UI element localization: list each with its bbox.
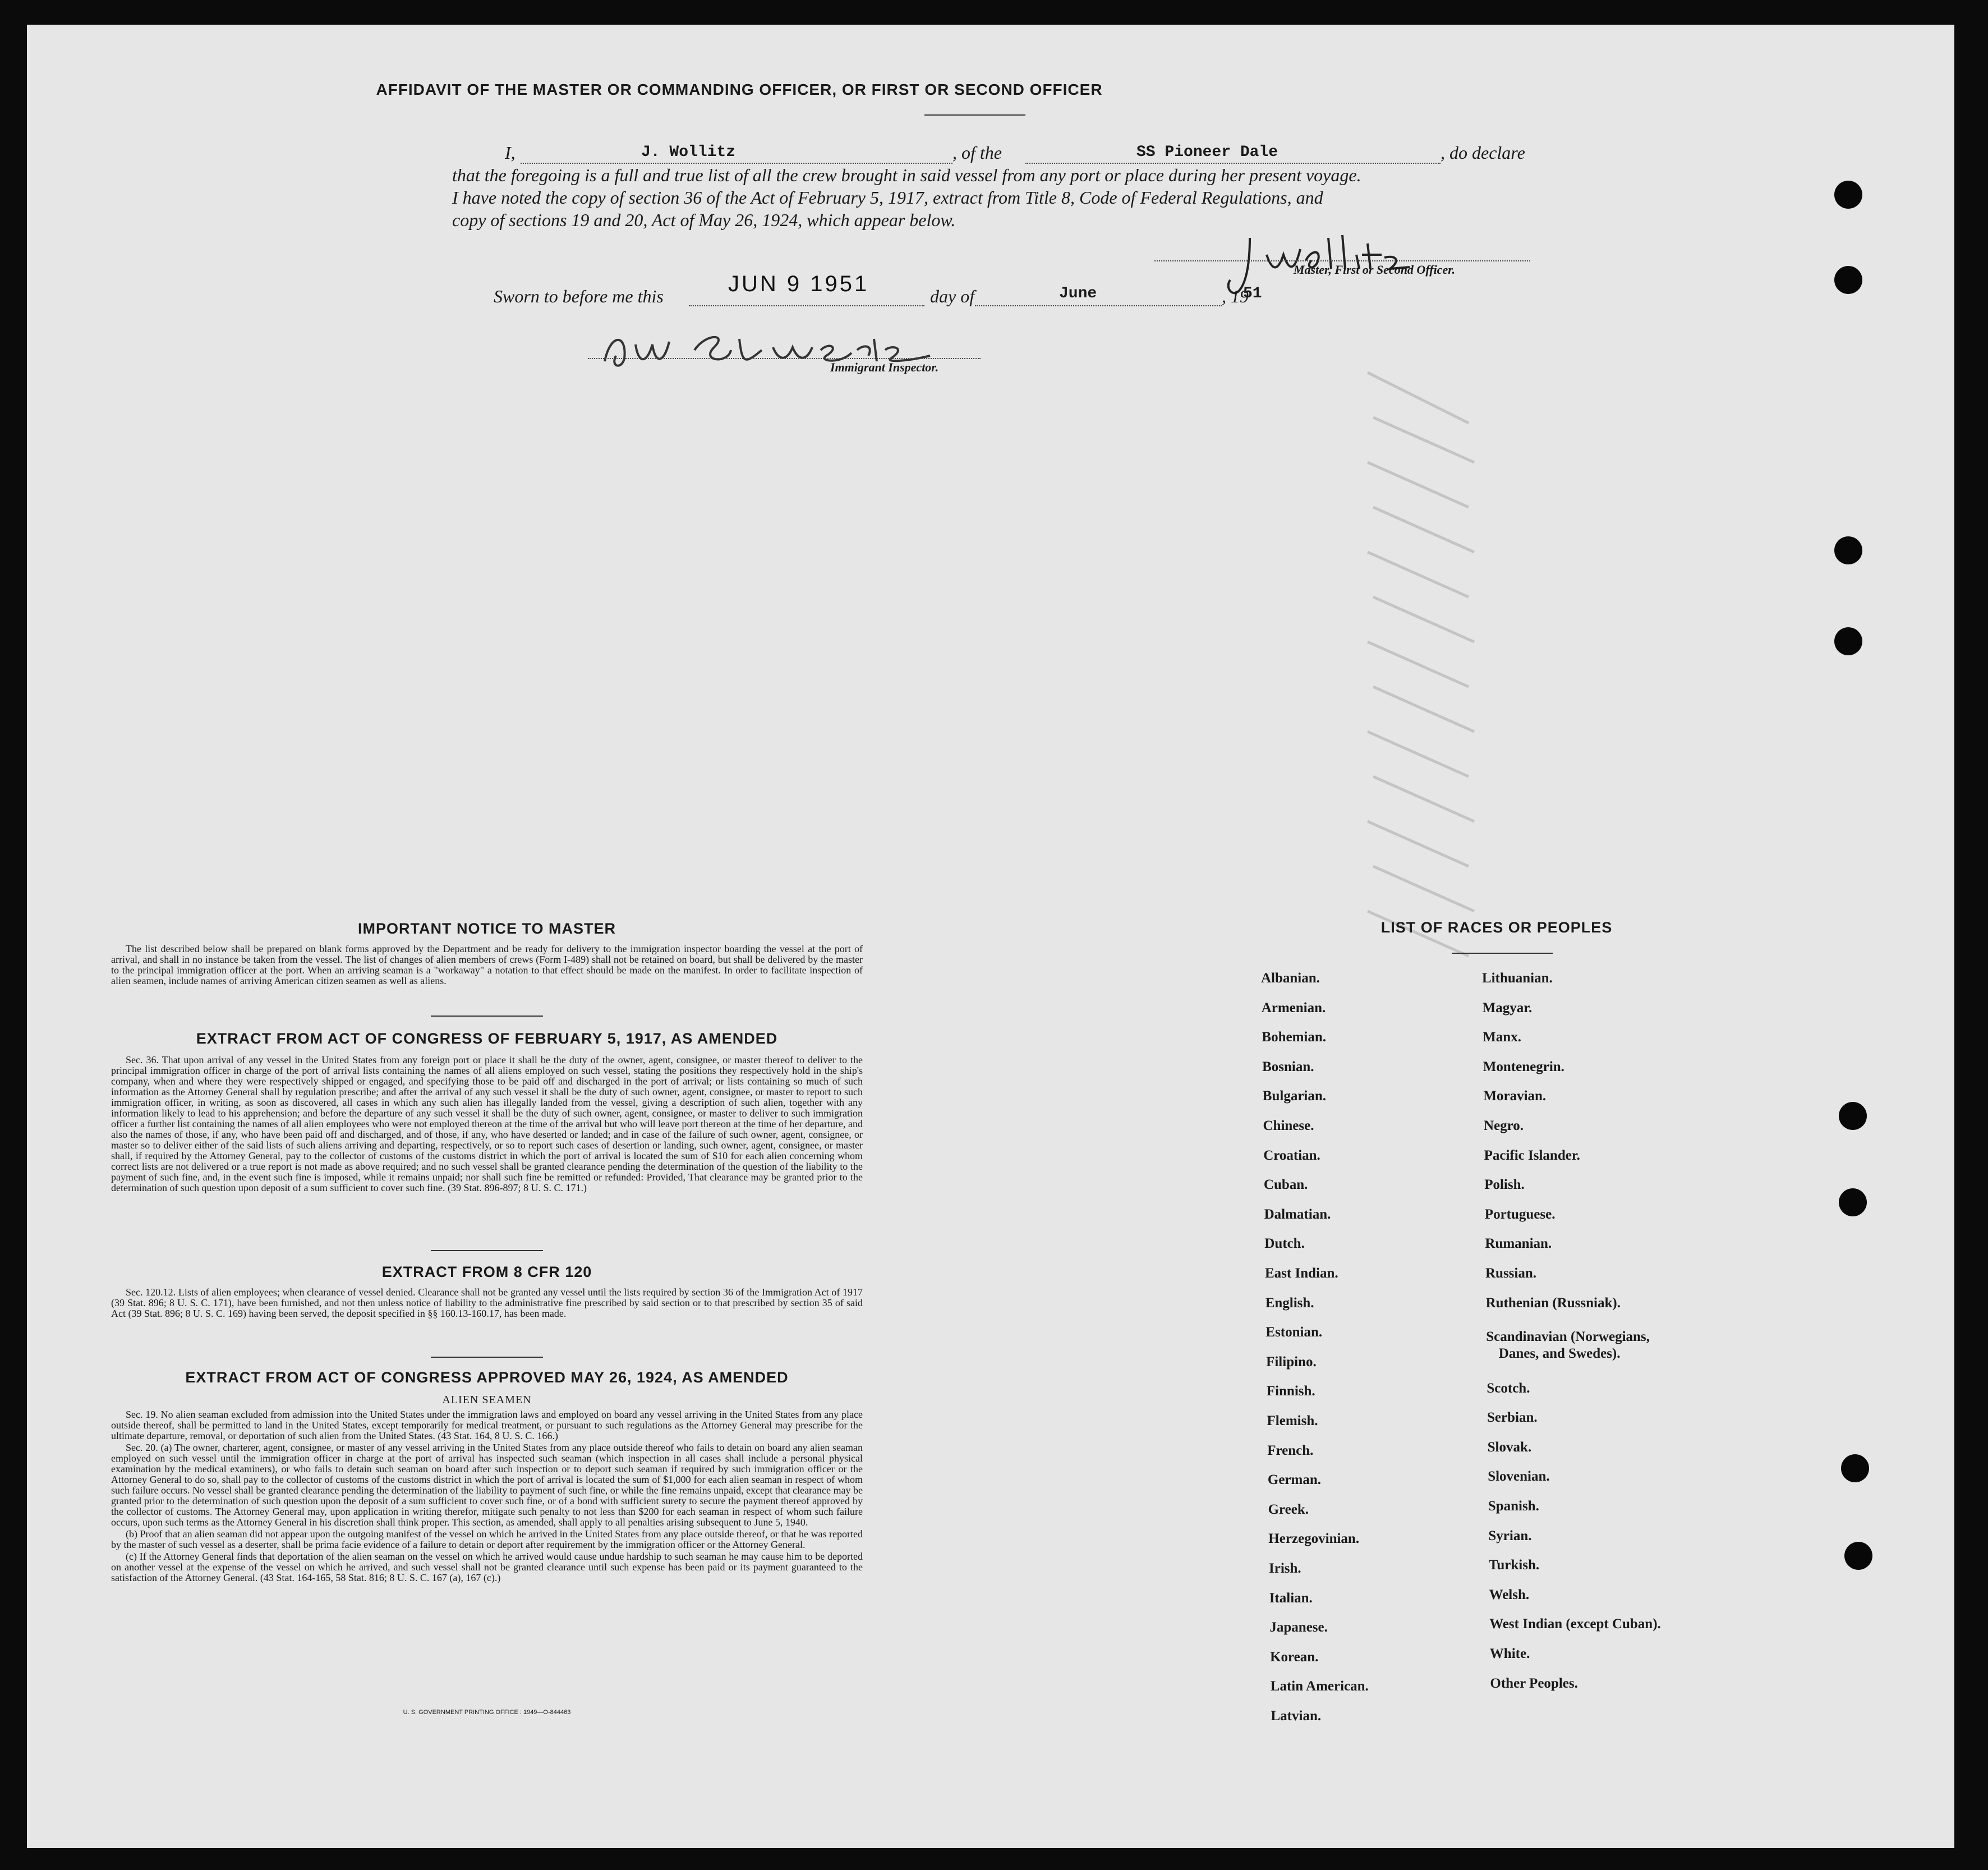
race-item: Danes, and Swedes). — [1498, 1345, 1621, 1361]
printer-imprint: U. S. GOVERNMENT PRINTING OFFICE : 1949—O-844463 — [403, 1709, 571, 1716]
master-name-value: J. Wollitz — [641, 144, 736, 161]
sec-20a-text: Sec. 20. (a) The owner, charterer, agent, consignee, or master of any vessel arriving in the United States from any place outside thereof who fails to detain on board any alien seaman employed on such vessel until the immigration officer in charge at the port of arrival has inspected such seaman (which inspection in all cases shall include a personal physical examination by the medical examiners), or who fails to detain such seaman on board after such inspection or to deport such seaman if required by such immigration officer or the Attorney General to do so, shall pay to the collector of customs of the customs district in which the port of arrival is located the sum of $1,000 for each alien seaman in respect of whom such failure occurs. No vessel shall be granted clearance pending the determination of the liability to payment of such fine, or while the fine remains unpaid, except that clearance may be granted prior to the determination of such question upon the deposit of a sum sufficient to cover such fine, or of a bond with sufficient surety to secure the payment thereof approved by the collector of customs. The Attorney General may, upon application in writing therefor, mitigate such penalty to not less than $200 for each seaman in respect of whom such failure occurs, upon such terms as the Attorney General in his discretion shall think proper. This section, as amended, shall apply to all penalties arising subsequent to June 5, 1940. — [111, 1442, 863, 1528]
extract-cfr-body — [111, 1287, 863, 1320]
race-item: Dutch. — [1264, 1236, 1305, 1252]
extract-cfr-title: EXTRACT FROM 8 CFR 120 — [381, 1263, 592, 1280]
fill-line — [1025, 163, 1441, 164]
master-caption: Master, First or Second Officer. — [1294, 263, 1456, 277]
race-item: Lithuanian. — [1482, 971, 1553, 986]
of-the-label: , of the — [952, 143, 1002, 163]
punch-hole — [1839, 1188, 1867, 1216]
race-item: Bulgarian. — [1262, 1088, 1327, 1104]
document-page — [27, 25, 1954, 1848]
race-item: Slovenian. — [1488, 1469, 1550, 1485]
race-item: Italian. — [1269, 1590, 1313, 1606]
race-item: German. — [1267, 1472, 1322, 1488]
sec-19-text: Sec. 19. No alien seaman excluded from admission into the United States under the immigration laws and employed on board any vessel arriving in the United States from any place outside thereof, shall be permitted to land in the United States, except temporarily for medical treatment, or pursuant to such regulations as the Attorney General may prescribe for the ultimate departure, removal, or deportation of such alien from the United States. (43 Stat. 164, 8 U. S. C. 166.) — [111, 1409, 863, 1441]
race-item: West Indian (except Cuban). — [1489, 1616, 1661, 1632]
race-item: Japanese. — [1269, 1620, 1328, 1635]
race-item: French. — [1267, 1442, 1314, 1458]
fill-line — [521, 163, 952, 164]
day-of-label: day of — [930, 286, 975, 306]
race-item: Turkish. — [1489, 1557, 1540, 1573]
race-item: Irish. — [1269, 1561, 1301, 1576]
punch-hole — [1839, 1102, 1867, 1130]
extract-1924-body — [111, 1409, 863, 1584]
signature-line — [1154, 260, 1530, 261]
race-item: Chinese. — [1263, 1118, 1314, 1133]
alien-seamen-subtitle: ALIEN SEAMEN — [442, 1394, 532, 1406]
race-item: Cuban. — [1263, 1177, 1308, 1193]
notice-title: IMPORTANT NOTICE TO MASTER — [358, 920, 616, 937]
race-item: Welsh. — [1489, 1587, 1530, 1602]
inspector-caption: Immigrant Inspector. — [830, 360, 939, 374]
race-item: Portuguese. — [1484, 1206, 1556, 1222]
races-title: LIST OF RACES OR PEOPLES — [1380, 919, 1613, 936]
race-item: Bosnian. — [1262, 1059, 1314, 1074]
race-item: Polish. — [1484, 1177, 1525, 1193]
punch-hole — [1841, 1454, 1869, 1482]
bleed-through-marks — [1362, 361, 1530, 978]
race-item: Latin American. — [1270, 1679, 1369, 1694]
do-declare-label: , do declare — [1441, 143, 1525, 163]
race-item: Rumanian. — [1485, 1236, 1552, 1252]
affidavit-title: AFFIDAVIT OF THE MASTER OR COMMANDING OFFICER, OR FIRST OR SECOND OFFICER — [376, 81, 1103, 98]
race-item: Herzegovinian. — [1268, 1531, 1360, 1547]
race-item: Scandinavian (Norwegians, — [1486, 1329, 1650, 1344]
race-item: Greek. — [1268, 1501, 1309, 1517]
divider — [1452, 953, 1553, 954]
race-item: Moravian. — [1483, 1088, 1547, 1104]
race-item: Bohemian. — [1262, 1030, 1326, 1045]
race-item: Finnish. — [1266, 1384, 1315, 1399]
divider — [431, 1357, 543, 1358]
punch-hole — [1834, 181, 1862, 209]
vessel-name-value: SS Pioneer Dale — [1136, 144, 1278, 161]
race-item: Spanish. — [1488, 1499, 1539, 1514]
race-item: Syrian. — [1488, 1528, 1532, 1543]
extract-1917-title: EXTRACT FROM ACT OF CONGRESS OF FEBRUARY 5, 1917, AS AMENDED — [196, 1030, 778, 1047]
race-item: Ruthenian (Russniak). — [1485, 1295, 1621, 1311]
affidavit-i-label: I, — [505, 143, 516, 163]
race-item: Slovak. — [1487, 1439, 1532, 1455]
sec-20b-text: (b) Proof that an alien seaman did not appear upon the outgoing manifest of the vessel on which he arrived in the United States from any place outside thereof, or that he was reported by the master of such vessel as a deserter, shall be prima facie evidence of a failure to detain or deport after requirement by the immigration officer or the Attorney General. — [111, 1528, 863, 1550]
race-item: Latvian. — [1271, 1708, 1322, 1724]
month-value: June — [1059, 285, 1097, 302]
fill-line — [689, 305, 924, 306]
notice-body — [111, 944, 863, 987]
race-item: Croatian. — [1263, 1147, 1320, 1163]
notice-text: The list described below shall be prepared on blank forms approved by the Department and be ready for delivery to the immigration inspector boarding the vessel at the port of arrival, and shall in no instance be taken from the vessel. The list of changes of alien members of crews (Form I-489) shall not be retained on board, but shall be delivered by the master to the principal immigration officer at the port. When an arriving seaman is a "workaway" a notation to that effect should be made on the manifest. In order to facilitate inspection of alien seamen, include names of arriving American citizen seamen as well as aliens. — [111, 943, 863, 986]
punch-hole — [1834, 627, 1862, 655]
date-stamp: JUN 9 1951 — [728, 272, 869, 296]
race-item: Albanian. — [1261, 971, 1320, 986]
race-item: English. — [1265, 1295, 1314, 1311]
sec-120-text: Sec. 120.12. Lists of alien employees; when clearance of vessel denied. Clearance shall not be granted any vessel until the lists required by section 36 of the Immigration Act of 1917 (39 Stat. 896; 8 U. S. C. 171), have been furnished, and not then unless notice of liability to the administrative fine prescribed by said section or to that prescribed by section 35 of said Act (39 Stat. 896; 8 U. S. C. 169) having been served, the deposit specified in §§ 160.13-160.17, has been made. — [111, 1287, 863, 1319]
race-item: Dalmatian. — [1264, 1206, 1331, 1222]
year-value: 51 — [1243, 285, 1262, 302]
sec-36-text: Sec. 36. That upon arrival of any vessel in the United States from any foreign port or place it shall be the duty of the owner, agent, consignee, or master thereof to deliver to the principal immigration officer in charge of the port of arrival lists containing the names of all aliens employed on such vessel, stating the positions they respectively hold in the ship's company, when and where they were respectively shipped or engaged, and specifying those to be paid off and discharged in the port of arrival; or lists containing so much of such information as the Attorney General shall by regulation prescribe; and after the arrival of any such vessel it shall be the duty of such owner, agent, consignee, or master to report to such immigration officer, in writing, as soon as discovered, all cases in which any such alien has illegally landed from the vessel, giving a description of such alien, together with any information likely to lead to his apprehension; and before the departure of any such vessel it shall be the duty of such owner, agent, consignee, or master to deliver to such immigration officer a further list containing the names of all alien employees who were not employed thereon at the time of the arrival but who will leave port thereon at the time of her departure, and also the names of those, if any, who have been paid off and discharged, and of those, if any, who have deserted or landed; and in case of the failure of such owner, agent, consignee, or master so to deliver either of the said lists of such aliens arriving and departing, respectively, or so to report such cases of desertion or landing, such owner, agent, consignee, or master shall, if required by the Attorney General, pay to the collector of customs of the customs district in which the port of arrival is located the sum of $10 for each alien concerning whom correct lists are not delivered or a true report is not made as above required; and no such vessel shall be granted clearance pending the determination of the question of the liability to the payment of such fine, and, in the event such fine is imposed, while it remains unpaid; nor shall such fine be remitted or refunded: Provided, That clearance may be granted prior to the determination of such question upon deposit of a sum sufficient to cover such fine. (39 Stat. 896-897; 8 U. S. C. 171.) — [111, 1054, 863, 1193]
affidavit-line-2: that the foregoing is a full and true list of all the crew brought in said vessel from any port or place during her present voyage. — [452, 165, 1361, 185]
signature-line — [588, 358, 981, 359]
race-item: Montenegrin. — [1483, 1059, 1564, 1074]
race-item: Korean. — [1270, 1649, 1319, 1665]
year-prefix: , 19 — [1222, 286, 1249, 306]
sec-20c-text: (c) If the Attorney General finds that deportation of the alien seaman on the vessel on which he arrived would cause undue hardship to such seaman he may cause him to be deported on another vessel at the expense of the vessel on which he arrived, and such vessel shall not be granted clearance until such expense has been paid or its payment guaranteed to the satisfaction of the Attorney General. (43 Stat. 164-165, 58 Stat. 816; 8 U. S. C. 167 (a), 167 (c).) — [111, 1551, 863, 1583]
affidavit-line-3: I have noted the copy of section 36 of the Act of February 5, 1917, extract from Title 8, Code of Federal Regulations, and — [452, 187, 1323, 208]
race-item: White. — [1489, 1646, 1530, 1661]
race-item: Flemish. — [1267, 1413, 1318, 1428]
race-item: Armenian. — [1261, 1000, 1326, 1016]
race-item: Manx. — [1483, 1030, 1521, 1045]
fill-line — [975, 305, 1222, 306]
race-item: Estonian. — [1265, 1325, 1323, 1340]
race-item: Scotch. — [1487, 1380, 1530, 1396]
divider — [431, 1250, 543, 1251]
extract-1924-title: EXTRACT FROM ACT OF CONGRESS APPROVED MAY 26, 1924, AS AMENDED — [185, 1369, 789, 1386]
race-item: Filipino. — [1266, 1354, 1317, 1370]
extract-1917-body — [111, 1055, 863, 1194]
affidavit-line-4: copy of sections 19 and 20, Act of May 26, 1924, which appear below. — [452, 210, 956, 230]
race-item: Negro. — [1484, 1118, 1524, 1133]
punch-hole — [1834, 266, 1862, 294]
punch-hole — [1834, 536, 1862, 564]
race-item: Serbian. — [1487, 1410, 1538, 1426]
divider — [924, 114, 1025, 116]
race-item: East Indian. — [1265, 1266, 1338, 1281]
race-item: Russian. — [1485, 1266, 1537, 1281]
punch-hole — [1844, 1542, 1872, 1570]
race-item: Magyar. — [1482, 1000, 1533, 1016]
divider — [431, 1016, 543, 1017]
race-item: Other Peoples. — [1490, 1675, 1578, 1691]
sworn-label: Sworn to before me this — [494, 286, 664, 306]
race-item: Pacific Islander. — [1484, 1147, 1580, 1163]
